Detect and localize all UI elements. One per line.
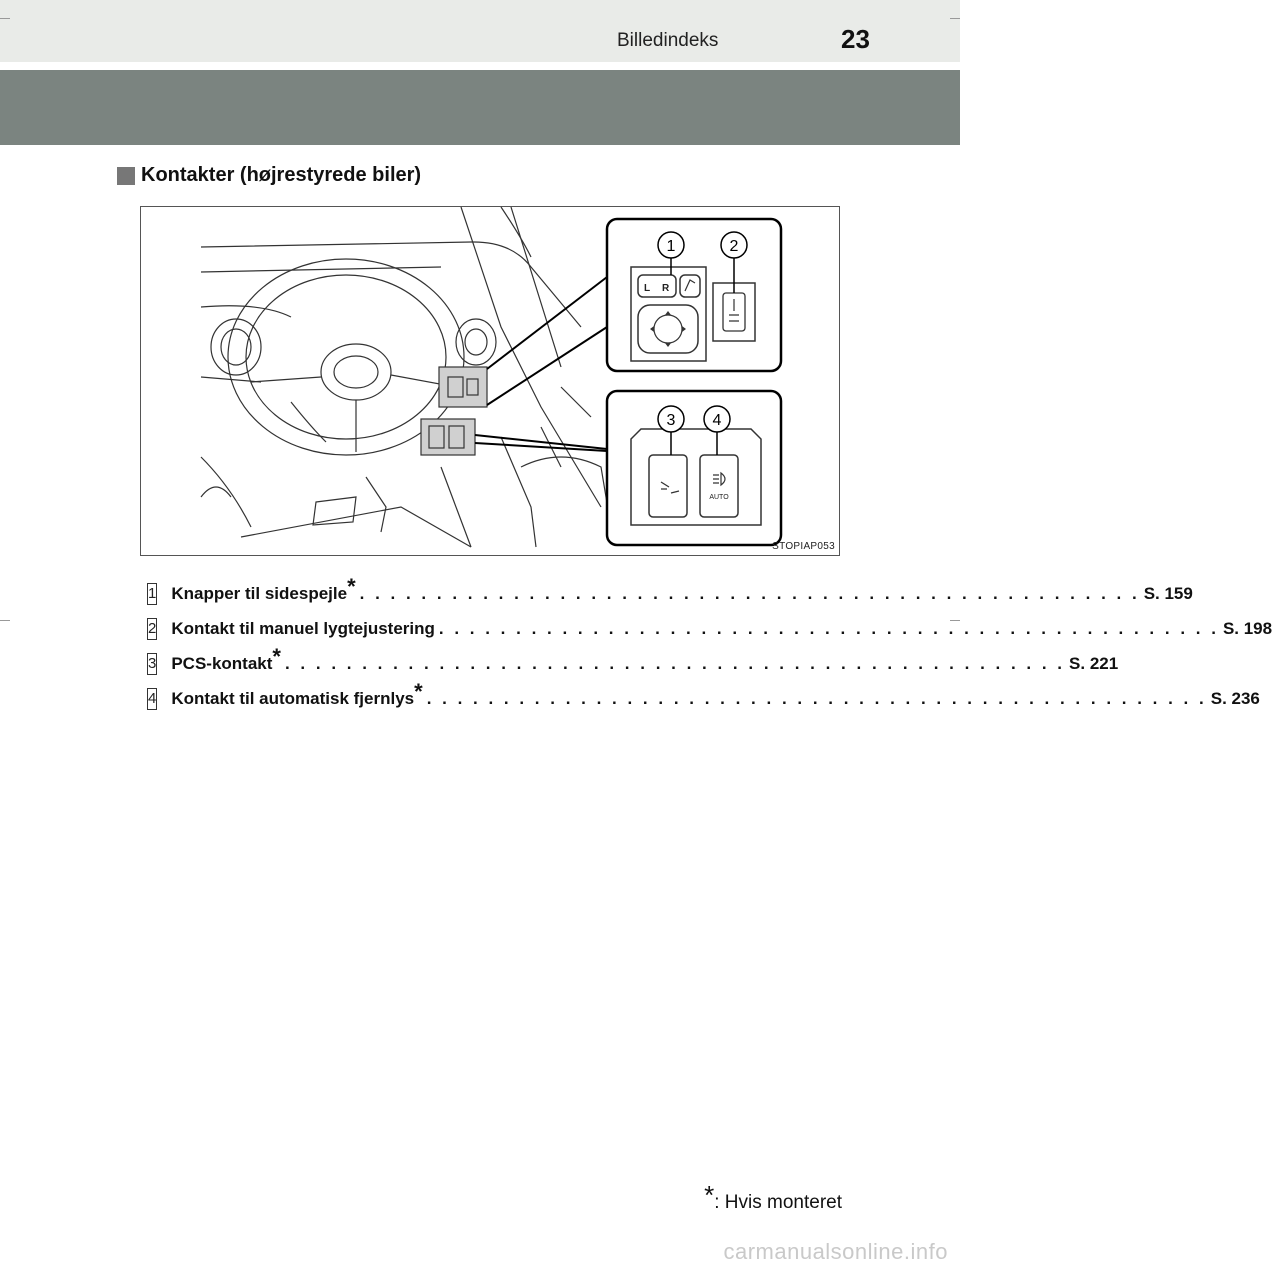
dashboard-illustration bbox=[141, 207, 841, 557]
asterisk-icon: * bbox=[272, 643, 281, 669]
callout-4: 4 bbox=[712, 412, 722, 429]
page-reference: S. 159 bbox=[1143, 583, 1193, 603]
section-heading bbox=[117, 164, 421, 187]
mirror-right-label: R bbox=[662, 283, 670, 294]
callout-1: 1 bbox=[666, 238, 676, 255]
page-reference: S. 236 bbox=[1210, 688, 1260, 708]
section-title: Billedindeks bbox=[617, 30, 719, 51]
asterisk-icon: * bbox=[347, 573, 356, 599]
list-item bbox=[147, 643, 1119, 681]
callout-3: 3 bbox=[666, 412, 676, 429]
figure-code: STOPIAP053 bbox=[772, 541, 835, 552]
list-item bbox=[147, 611, 1272, 646]
auto-label: AUTO bbox=[709, 494, 729, 501]
gray-band bbox=[0, 70, 960, 145]
reference-list bbox=[147, 573, 1272, 716]
page-number: 23 bbox=[841, 24, 870, 54]
item-label: Kontakt til automatisk fjernlys* bbox=[171, 678, 423, 708]
asterisk-icon: * bbox=[414, 678, 423, 704]
item-number: 1 bbox=[147, 583, 157, 605]
item-number: 3 bbox=[147, 653, 157, 675]
watermark[interactable]: carmanualsonline.info bbox=[723, 1239, 948, 1264]
page-reference: S. 198 bbox=[1222, 618, 1272, 638]
asterisk-icon: * bbox=[704, 1180, 715, 1210]
dot-leader: . . . . . . . . . . . . . . . . . . . . . . . . . . . . . . . . . . . . . . . . . . . . . . . . . . . bbox=[438, 618, 1219, 638]
heading-text: Kontakter (højrestyrede biler) bbox=[141, 164, 422, 186]
crop-mark bbox=[0, 18, 10, 19]
item-label: Kontakt til manuel lygtejustering bbox=[171, 618, 435, 638]
item-number: 2 bbox=[147, 618, 157, 640]
dot-leader: . . . . . . . . . . . . . . . . . . . . . . . . . . . . . . . . . . . . . . . . . . . . . . . . . . . bbox=[284, 653, 1066, 673]
footnote bbox=[704, 1180, 842, 1214]
heading-square-icon bbox=[117, 167, 135, 185]
callout-2: 2 bbox=[729, 238, 739, 255]
crop-mark bbox=[0, 620, 10, 621]
item-label: PCS-kontakt* bbox=[171, 643, 281, 673]
footnote-text: : Hvis monteret bbox=[714, 1192, 842, 1213]
dashboard-figure bbox=[140, 206, 840, 556]
dot-leader: . . . . . . . . . . . . . . . . . . . . . . . . . . . . . . . . . . . . . . . . . . . . . . . . . . . bbox=[426, 688, 1207, 708]
crop-mark bbox=[950, 18, 960, 19]
item-label: Knapper til sidespejle* bbox=[171, 573, 356, 603]
list-item bbox=[147, 573, 1193, 611]
page-reference: S. 221 bbox=[1069, 653, 1119, 673]
dot-leader: . . . . . . . . . . . . . . . . . . . . . . . . . . . . . . . . . . . . . . . . . . . . . . . . . . . bbox=[359, 583, 1140, 603]
mirror-left-label: L bbox=[644, 283, 651, 294]
header-bar bbox=[0, 0, 960, 62]
list-item bbox=[147, 678, 1260, 716]
item-number: 4 bbox=[147, 688, 157, 710]
